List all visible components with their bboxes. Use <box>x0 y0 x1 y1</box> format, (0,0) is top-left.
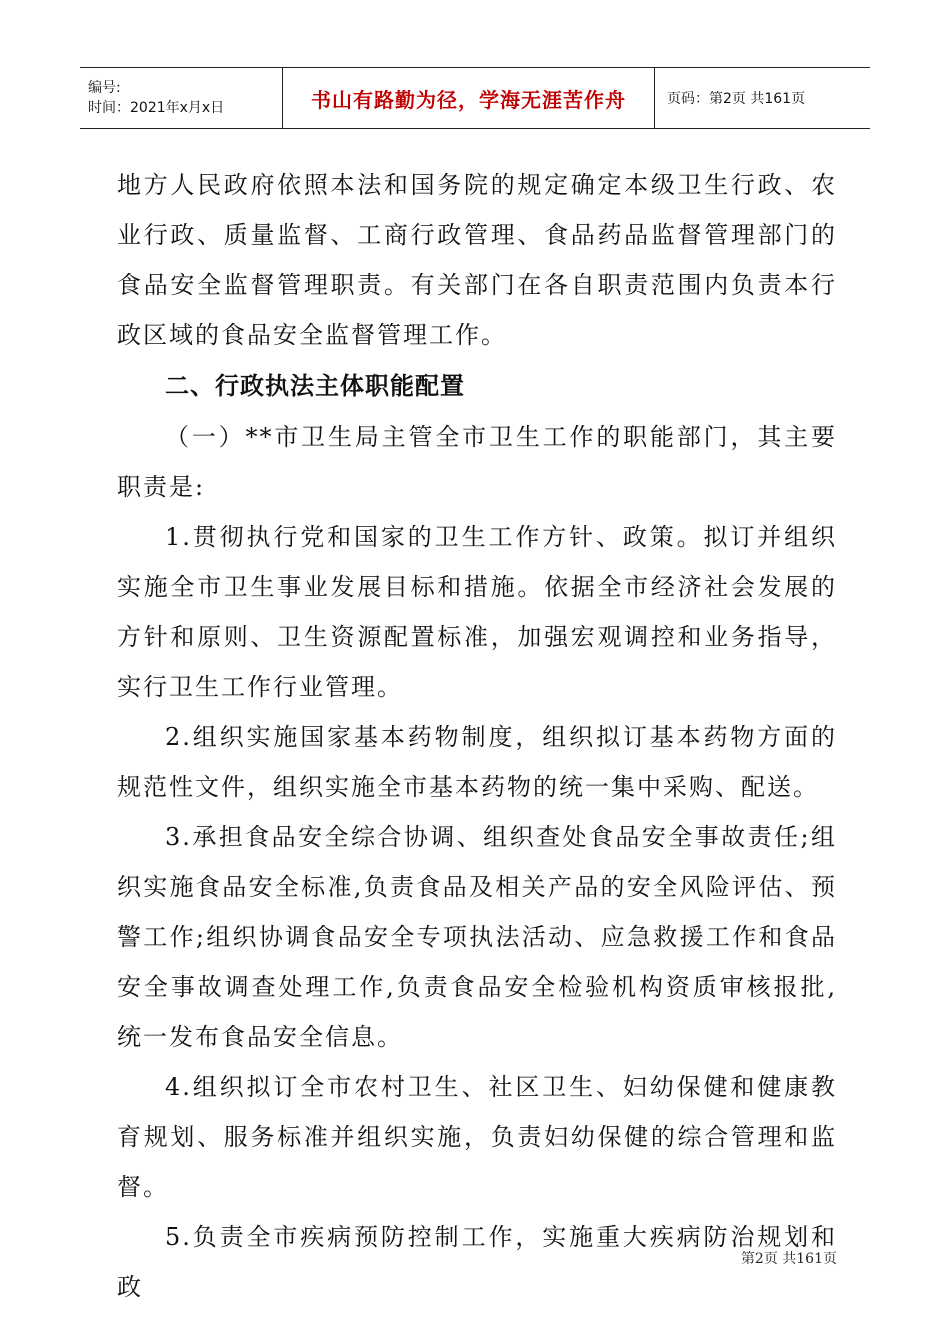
header-motto <box>282 68 655 128</box>
header-meta <box>80 68 282 128</box>
motto-text: 书山有路勤为径，学海无涯苦作舟 <box>311 87 626 112</box>
footer-page-number: 第2页 共161页 <box>740 1251 837 1267</box>
body-paragraph: 地方人民政府依照本法和国务院的规定确定本级卫生行政、农业行政、质量监督、工商行政管理、食品药品监督管理部门的食品安全监督管理职责。有关部门在各自职责范围内负责本行政区域的食品安全监督管理工作。 <box>117 171 837 349</box>
document-date: 时间：2021年x月x日 <box>88 100 225 116</box>
page-footer <box>741 1248 837 1268</box>
section-heading: 二、行政执法主体职能配置 <box>165 372 465 400</box>
body-paragraph: （一）**市卫生局主管全市卫生工作的职能部门，其主要职责是: <box>117 423 837 501</box>
document-header <box>80 67 870 129</box>
document-number-label: 编号: <box>88 80 121 96</box>
document-body <box>117 160 837 1312</box>
list-item: 3.承担食品安全综合协调、组织查处食品安全事故责任;组织实施食品安全标准,负责食品及相关产品的安全风险评估、预警工作;组织协调食品安全专项执法活动、应急救援工作和食品安全事故调查处理工作,负责食品安全检验机构资质审核报批,统一发布食品安全信息。 <box>117 823 837 1051</box>
list-item: 4.组织拟订全市农村卫生、社区卫生、妇幼保健和健康教育规划、服务标准并组织实施，负责妇幼保健的综合管理和监督。 <box>117 1073 837 1201</box>
header-page-number: 页码：第2页 共161页 <box>667 91 806 107</box>
list-item: 2.组织实施国家基本药物制度，组织拟订基本药物方面的规范性文件，组织实施全市基本药物的统一集中采购、配送。 <box>117 723 837 801</box>
header-page-info <box>655 68 870 128</box>
list-item: 5.负责全市疾病预防控制工作，实施重大疾病防治规划和政 <box>117 1223 837 1301</box>
list-item: 1.贯彻执行党和国家的卫生工作方针、政策。拟订并组织实施全市卫生事业发展目标和措施。依据全市经济社会发展的方针和原则、卫生资源配置标准，加强宏观调控和业务指导，实行卫生工作行业管理。 <box>117 523 837 701</box>
